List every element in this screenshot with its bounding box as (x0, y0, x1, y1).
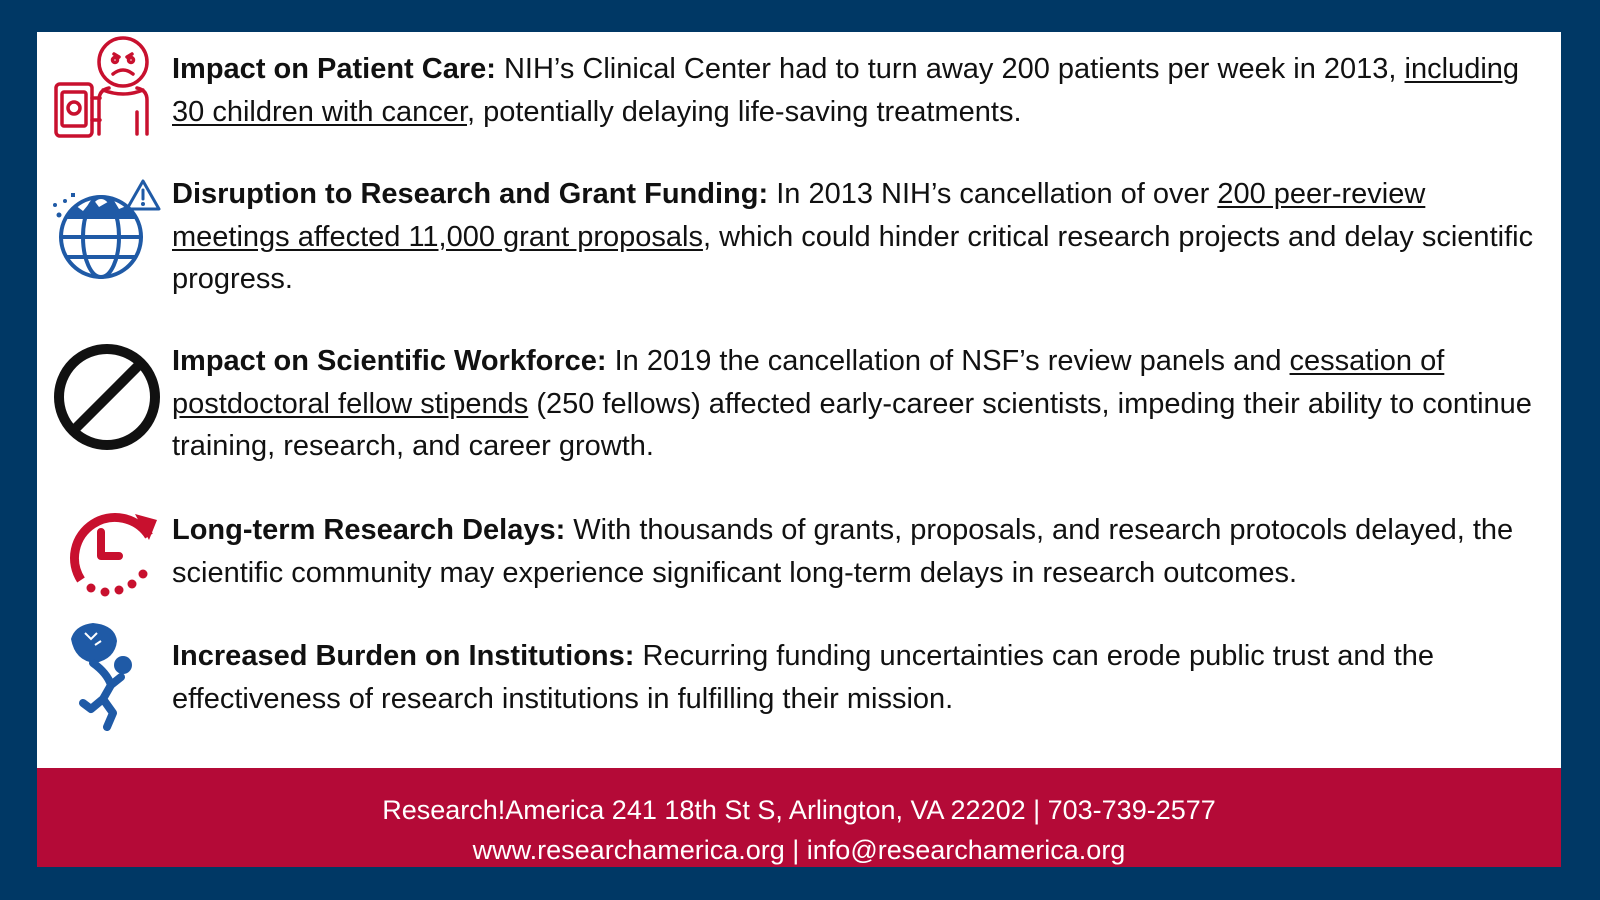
footer-contact[interactable]: www.researchamerica.org | info@researchamerica.org (472, 835, 1126, 865)
item-text (172, 48, 1542, 133)
sad-patient-monitor-icon (51, 34, 163, 146)
item-text (172, 635, 1542, 720)
item-link[interactable]: cessation of postdoctoral fellow stipends (172, 345, 1445, 420)
footer (37, 768, 1561, 867)
item-body: , potentially delaying life-saving treatments. (467, 95, 1022, 128)
clock-delay-icon (51, 496, 163, 608)
item-title: Impact on Scientific Workforce: (172, 345, 607, 377)
prohibited-icon (51, 341, 163, 453)
item-text (172, 340, 1542, 468)
globe-warning-icon (51, 175, 163, 287)
item-link[interactable]: 200 peer-review meetings affected 11,000 grant proposals (172, 178, 1426, 253)
item-body: NIH’s Clinical Center had to turn away 200 patients per week in 2013, (495, 53, 1405, 85)
item-title: Disruption to Research and Grant Funding: (172, 178, 769, 210)
item-body: With thousands of grants, proposals, and research protocols delayed, the scientific community may experience significant long-term delays in research outcomes. (172, 514, 1514, 589)
footer-address: Research!America 241 18th St S, Arlington, VA 22202 | 703-739-2577 (382, 795, 1216, 825)
item-body: In 2019 the cancellation of NSF’s review panels and (606, 345, 1290, 377)
content-panel (37, 32, 1561, 867)
person-carrying-burden-icon (51, 619, 163, 731)
item-body: In 2013 NIH’s cancellation of over (768, 178, 1218, 210)
item-title: Increased Burden on Institutions: (172, 640, 635, 672)
item-link[interactable]: including 30 children with cancer (172, 53, 1520, 128)
item-text (172, 173, 1542, 301)
item-body: (250 fellows) affected early-career scientists, impeding their ability to continue training, research, and career growth. (172, 387, 1532, 462)
item-title: Impact on Patient Care: (172, 53, 496, 85)
item-text (172, 509, 1542, 594)
item-title: Long-term Research Delays: (172, 514, 566, 546)
item-body: , which could hinder critical research projects and delay scientific progress. (172, 220, 1534, 295)
item-body: Recurring funding uncertainties can erode public trust and the effectiveness of research institutions in fulfilling their mission. (172, 640, 1435, 715)
